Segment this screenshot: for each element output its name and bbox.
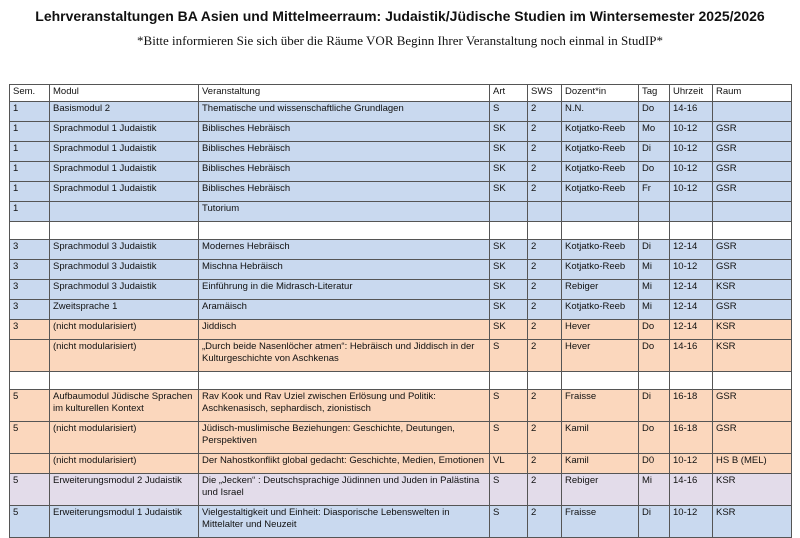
table-row bbox=[10, 474, 792, 506]
cell-sem: 1 bbox=[10, 162, 50, 182]
cell-sws: 2 bbox=[528, 422, 562, 454]
cell-sem: 3 bbox=[10, 240, 50, 260]
cell-dozent: Kotjatko-Reeb bbox=[562, 182, 639, 202]
cell-modul: Sprachmodul 1 Judaistik bbox=[50, 122, 199, 142]
cell-sem bbox=[10, 340, 50, 372]
cell-dozent: Kotjatko-Reeb bbox=[562, 240, 639, 260]
cell-sws: 2 bbox=[528, 454, 562, 474]
cell-raum: GSR bbox=[713, 162, 792, 182]
cell-dozent: Kotjatko-Reeb bbox=[562, 260, 639, 280]
cell-modul: Basismodul 2 bbox=[50, 102, 199, 122]
cell-uhrzeit bbox=[670, 202, 713, 222]
cell-raum: GSR bbox=[713, 422, 792, 454]
cell-veranstaltung: Rav Kook und Rav Uziel zwischen Erlösung und Politik: Aschkenasisch, sephardisch, zionistisch bbox=[199, 390, 490, 422]
cell-veranstaltung: Tutorium bbox=[199, 202, 490, 222]
cell-tag: Do bbox=[639, 422, 670, 454]
cell-uhrzeit: 10-12 bbox=[670, 162, 713, 182]
cell-sws bbox=[528, 372, 562, 390]
cell-modul: Sprachmodul 3 Judaistik bbox=[50, 280, 199, 300]
table-row bbox=[10, 122, 792, 142]
cell-raum: KSR bbox=[713, 506, 792, 538]
cell-sws: 2 bbox=[528, 474, 562, 506]
cell-sws: 2 bbox=[528, 390, 562, 422]
cell-tag bbox=[639, 202, 670, 222]
cell-uhrzeit bbox=[670, 372, 713, 390]
cell-modul bbox=[50, 372, 199, 390]
cell-tag: Fr bbox=[639, 182, 670, 202]
cell-modul: Zweitsprache 1 bbox=[50, 300, 199, 320]
cell-modul: Sprachmodul 1 Judaistik bbox=[50, 182, 199, 202]
cell-sem bbox=[10, 222, 50, 240]
cell-art bbox=[490, 202, 528, 222]
cell-tag: Di bbox=[639, 240, 670, 260]
cell-uhrzeit: 12-14 bbox=[670, 240, 713, 260]
table-row bbox=[10, 320, 792, 340]
cell-uhrzeit: 10-12 bbox=[670, 454, 713, 474]
cell-modul: (nicht modularisiert) bbox=[50, 320, 199, 340]
page-title: Lehrveranstaltungen BA Asien und Mittelmeerraum: Judaistik/Jüdische Studien im Wintersemester 2025/2026 bbox=[35, 8, 765, 24]
cell-sws: 2 bbox=[528, 182, 562, 202]
table-row bbox=[10, 162, 792, 182]
cell-art: S bbox=[490, 102, 528, 122]
cell-veranstaltung: Thematische und wissenschaftliche Grundlagen bbox=[199, 102, 490, 122]
cell-dozent: Kotjatko-Reeb bbox=[562, 142, 639, 162]
cell-raum bbox=[713, 102, 792, 122]
cell-sem: 1 bbox=[10, 122, 50, 142]
table-row bbox=[10, 340, 792, 372]
cell-tag: Mi bbox=[639, 260, 670, 280]
cell-art: SK bbox=[490, 162, 528, 182]
table-row bbox=[10, 240, 792, 260]
cell-modul: Erweiterungsmodul 2 Judaistik bbox=[50, 474, 199, 506]
cell-veranstaltung: Biblisches Hebräisch bbox=[199, 182, 490, 202]
table-row bbox=[10, 280, 792, 300]
cell-veranstaltung: Der Nahostkonflikt global gedacht: Geschichte, Medien, Emotionen bbox=[199, 454, 490, 474]
cell-dozent: Kotjatko-Reeb bbox=[562, 122, 639, 142]
table-row bbox=[10, 300, 792, 320]
cell-art: S bbox=[490, 422, 528, 454]
cell-raum: GSR bbox=[713, 240, 792, 260]
cell-dozent: Hever bbox=[562, 340, 639, 372]
spacer-row bbox=[10, 372, 792, 390]
cell-sws: 2 bbox=[528, 320, 562, 340]
cell-tag: Mi bbox=[639, 300, 670, 320]
cell-raum: GSR bbox=[713, 300, 792, 320]
cell-veranstaltung: Biblisches Hebräisch bbox=[199, 142, 490, 162]
cell-raum: GSR bbox=[713, 260, 792, 280]
cell-raum: KSR bbox=[713, 320, 792, 340]
table-row bbox=[10, 506, 792, 538]
cell-modul: Erweiterungsmodul 1 Judaistik bbox=[50, 506, 199, 538]
cell-modul: (nicht modularisiert) bbox=[50, 340, 199, 372]
spacer-row bbox=[10, 222, 792, 240]
cell-veranstaltung: Biblisches Hebräisch bbox=[199, 162, 490, 182]
cell-sem: 5 bbox=[10, 390, 50, 422]
table-row bbox=[10, 260, 792, 280]
cell-sws: 2 bbox=[528, 240, 562, 260]
cell-uhrzeit: 10-12 bbox=[670, 182, 713, 202]
cell-dozent: Kamil bbox=[562, 454, 639, 474]
cell-sws: 2 bbox=[528, 102, 562, 122]
cell-art: VL bbox=[490, 454, 528, 474]
cell-tag: D0 bbox=[639, 454, 670, 474]
cell-sws: 2 bbox=[528, 506, 562, 538]
table-row bbox=[10, 454, 792, 474]
cell-sem bbox=[10, 372, 50, 390]
col-header-art: Art bbox=[490, 85, 528, 102]
cell-dozent bbox=[562, 202, 639, 222]
cell-veranstaltung: Vielgestaltigkeit und Einheit: Diasporische Lebenswelten in Mittelalter und Neuzeit bbox=[199, 506, 490, 538]
cell-uhrzeit: 14-16 bbox=[670, 474, 713, 506]
cell-raum: GSR bbox=[713, 122, 792, 142]
cell-modul: (nicht modularisiert) bbox=[50, 454, 199, 474]
cell-veranstaltung: Mischna Hebräisch bbox=[199, 260, 490, 280]
cell-dozent: Kotjatko-Reeb bbox=[562, 162, 639, 182]
cell-sem: 3 bbox=[10, 320, 50, 340]
cell-art: SK bbox=[490, 142, 528, 162]
table-row bbox=[10, 102, 792, 122]
cell-sem: 3 bbox=[10, 300, 50, 320]
cell-sem: 5 bbox=[10, 422, 50, 454]
cell-tag: Di bbox=[639, 506, 670, 538]
cell-sem bbox=[10, 454, 50, 474]
cell-raum: KSR bbox=[713, 280, 792, 300]
cell-sem: 1 bbox=[10, 102, 50, 122]
cell-art: SK bbox=[490, 240, 528, 260]
cell-dozent: Rebiger bbox=[562, 280, 639, 300]
table-body bbox=[10, 102, 792, 538]
cell-sem: 3 bbox=[10, 280, 50, 300]
cell-art: SK bbox=[490, 122, 528, 142]
cell-sem: 5 bbox=[10, 506, 50, 538]
cell-uhrzeit: 12-14 bbox=[670, 300, 713, 320]
cell-sws: 2 bbox=[528, 260, 562, 280]
cell-uhrzeit: 12-14 bbox=[670, 320, 713, 340]
cell-uhrzeit: 12-14 bbox=[670, 280, 713, 300]
cell-veranstaltung: „Durch beide Nasenlöcher atmen“: Hebräisch und Jiddisch in der Kulturgeschichte von Aschkenas bbox=[199, 340, 490, 372]
cell-modul: Sprachmodul 1 Judaistik bbox=[50, 162, 199, 182]
cell-art: S bbox=[490, 506, 528, 538]
cell-raum bbox=[713, 372, 792, 390]
cell-tag bbox=[639, 222, 670, 240]
cell-veranstaltung: Modernes Hebräisch bbox=[199, 240, 490, 260]
cell-veranstaltung: Jüdisch-muslimische Beziehungen: Geschichte, Deutungen, Perspektiven bbox=[199, 422, 490, 454]
cell-modul: Sprachmodul 3 Judaistik bbox=[50, 260, 199, 280]
cell-veranstaltung bbox=[199, 222, 490, 240]
cell-uhrzeit: 16-18 bbox=[670, 422, 713, 454]
col-header-sws: SWS bbox=[528, 85, 562, 102]
cell-dozent: Kamil bbox=[562, 422, 639, 454]
cell-art: S bbox=[490, 390, 528, 422]
cell-sws: 2 bbox=[528, 280, 562, 300]
table-row bbox=[10, 422, 792, 454]
cell-sws: 2 bbox=[528, 122, 562, 142]
col-header-uhrzeit: Uhrzeit bbox=[670, 85, 713, 102]
cell-tag: Mo bbox=[639, 122, 670, 142]
cell-modul bbox=[50, 222, 199, 240]
cell-dozent: N.N. bbox=[562, 102, 639, 122]
cell-veranstaltung: Die „Jecken“ : Deutschsprachige Jüdinnen und Juden in Palästina und Israel bbox=[199, 474, 490, 506]
cell-uhrzeit: 10-12 bbox=[670, 260, 713, 280]
course-table bbox=[9, 84, 792, 538]
cell-art: SK bbox=[490, 182, 528, 202]
cell-art: SK bbox=[490, 320, 528, 340]
cell-uhrzeit: 14-16 bbox=[670, 340, 713, 372]
cell-sws bbox=[528, 222, 562, 240]
col-header-sem: Sem. bbox=[10, 85, 50, 102]
cell-tag: Di bbox=[639, 142, 670, 162]
cell-art: SK bbox=[490, 260, 528, 280]
cell-art bbox=[490, 222, 528, 240]
col-header-modul: Modul bbox=[50, 85, 199, 102]
cell-veranstaltung: Einführung in die Midrasch-Literatur bbox=[199, 280, 490, 300]
col-header-tag: Tag bbox=[639, 85, 670, 102]
col-header-veranstaltung: Veranstaltung bbox=[199, 85, 490, 102]
cell-sws: 2 bbox=[528, 340, 562, 372]
cell-tag: Mi bbox=[639, 280, 670, 300]
cell-tag: Di bbox=[639, 390, 670, 422]
cell-dozent bbox=[562, 372, 639, 390]
cell-tag: Do bbox=[639, 102, 670, 122]
cell-sws bbox=[528, 202, 562, 222]
cell-raum bbox=[713, 222, 792, 240]
cell-dozent: Hever bbox=[562, 320, 639, 340]
cell-veranstaltung: Biblisches Hebräisch bbox=[199, 122, 490, 142]
cell-uhrzeit: 14-16 bbox=[670, 102, 713, 122]
cell-raum: HS B (MEL) bbox=[713, 454, 792, 474]
table-row bbox=[10, 182, 792, 202]
cell-modul: Sprachmodul 3 Judaistik bbox=[50, 240, 199, 260]
col-header-dozent: Dozent*in bbox=[562, 85, 639, 102]
cell-raum: GSR bbox=[713, 182, 792, 202]
cell-uhrzeit: 10-12 bbox=[670, 142, 713, 162]
room-notice: *Bitte informieren Sie sich über die Räume VOR Beginn Ihrer Veranstaltung noch einmal in StudIP* bbox=[137, 33, 663, 48]
cell-art: SK bbox=[490, 280, 528, 300]
cell-sem: 1 bbox=[10, 182, 50, 202]
cell-modul: (nicht modularisiert) bbox=[50, 422, 199, 454]
table-row bbox=[10, 142, 792, 162]
cell-dozent: Rebiger bbox=[562, 474, 639, 506]
cell-raum: KSR bbox=[713, 340, 792, 372]
cell-art bbox=[490, 372, 528, 390]
cell-raum: GSR bbox=[713, 142, 792, 162]
cell-art: SK bbox=[490, 300, 528, 320]
cell-raum: GSR bbox=[713, 390, 792, 422]
cell-veranstaltung: Aramäisch bbox=[199, 300, 490, 320]
col-header-raum: Raum bbox=[713, 85, 792, 102]
cell-modul: Aufbaumodul Jüdische Sprachen im kulturellen Kontext bbox=[50, 390, 199, 422]
cell-uhrzeit: 16-18 bbox=[670, 390, 713, 422]
cell-sws: 2 bbox=[528, 300, 562, 320]
table-row bbox=[10, 202, 792, 222]
cell-art: S bbox=[490, 340, 528, 372]
cell-tag: Do bbox=[639, 340, 670, 372]
cell-raum: KSR bbox=[713, 474, 792, 506]
cell-veranstaltung bbox=[199, 372, 490, 390]
cell-dozent: Kotjatko-Reeb bbox=[562, 300, 639, 320]
cell-tag: Do bbox=[639, 320, 670, 340]
cell-sem: 3 bbox=[10, 260, 50, 280]
cell-dozent: Fraisse bbox=[562, 390, 639, 422]
header-row bbox=[10, 85, 792, 102]
cell-modul: Sprachmodul 1 Judaistik bbox=[50, 142, 199, 162]
cell-veranstaltung: Jiddisch bbox=[199, 320, 490, 340]
cell-sem: 5 bbox=[10, 474, 50, 506]
cell-sws: 2 bbox=[528, 162, 562, 182]
cell-sem: 1 bbox=[10, 142, 50, 162]
cell-dozent: Fraisse bbox=[562, 506, 639, 538]
cell-uhrzeit bbox=[670, 222, 713, 240]
cell-art: S bbox=[490, 474, 528, 506]
cell-modul bbox=[50, 202, 199, 222]
cell-tag bbox=[639, 372, 670, 390]
cell-sws: 2 bbox=[528, 142, 562, 162]
cell-tag: Do bbox=[639, 162, 670, 182]
cell-tag: Mi bbox=[639, 474, 670, 506]
cell-dozent bbox=[562, 222, 639, 240]
cell-sem: 1 bbox=[10, 202, 50, 222]
cell-uhrzeit: 10-12 bbox=[670, 122, 713, 142]
cell-uhrzeit: 10-12 bbox=[670, 506, 713, 538]
table-row bbox=[10, 390, 792, 422]
cell-raum bbox=[713, 202, 792, 222]
